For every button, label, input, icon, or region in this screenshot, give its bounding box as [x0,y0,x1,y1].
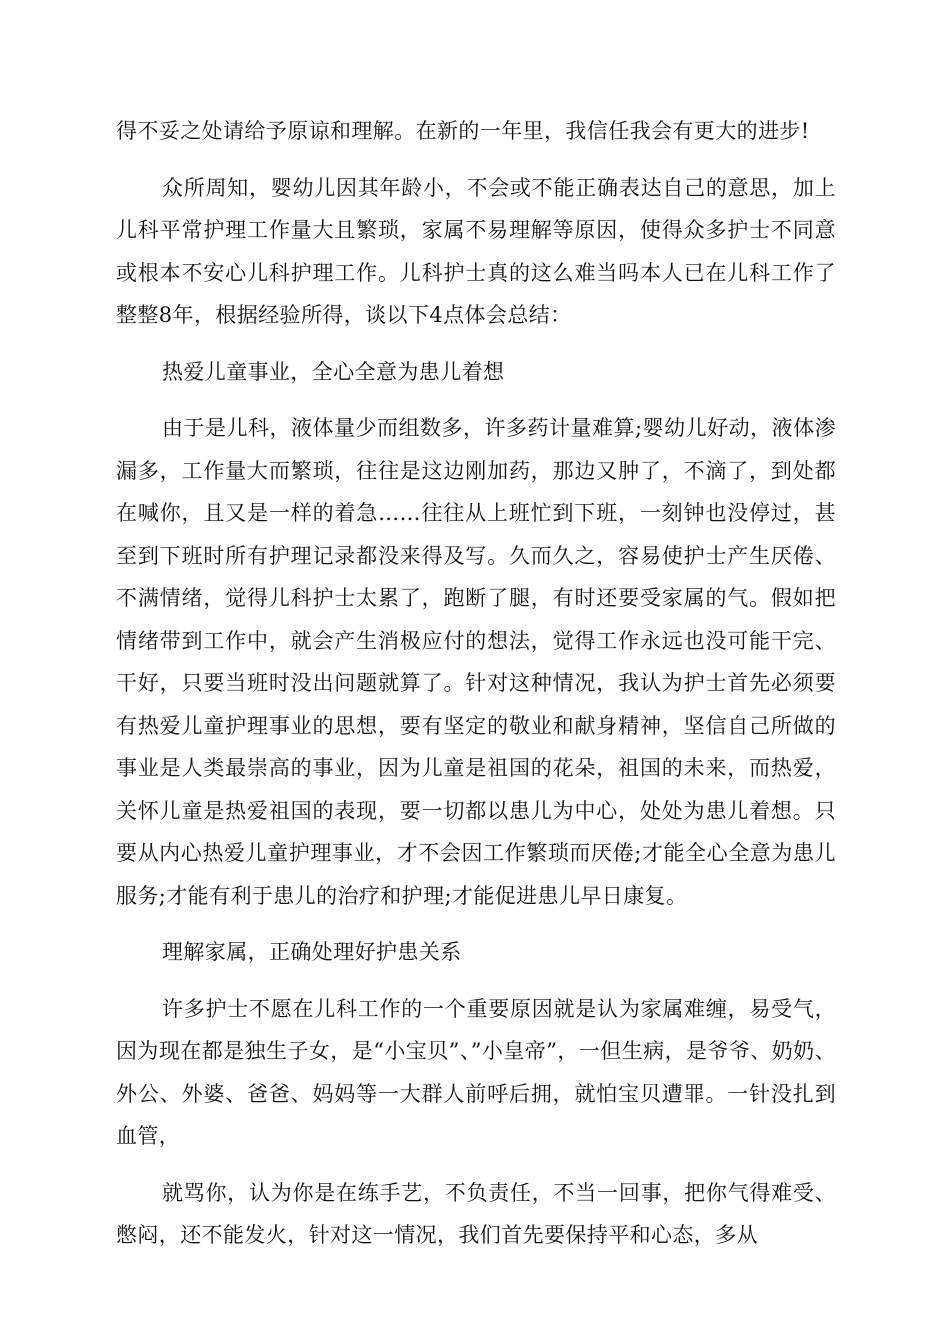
paragraph-intro: 众所周知，婴幼儿因其年龄小，不会或不能正确表达自己的意思，加上儿科平常护理工作量大且繁琐，家属不易理解等原因，使得众多护士不同意或根本不安心儿科护理工作。儿科护士真的这么难当吗本人已在儿科工作了整整8年，根据经验所得，谈以下4点体会总结： [116,175,836,327]
section-heading-understand-family: 理解家属，正确处理好护患关系 [162,940,462,964]
paragraph-scolding: 就骂你，认为你是在练手艺，不负责任，不当一回事，把你气得难受、憋闷，还不能发火，针对这一情况，我们首先要保持平和心态，多从 [116,1180,836,1247]
section-heading-love-children: 热爱儿童事业，全心全意为患儿着想 [162,359,505,384]
document-body [116,110,836,1257]
paragraph-continuation: 得不妥之处请给予原谅和理解。在新的一年里，我信任我会有更大的进步! [116,119,810,143]
paragraph-love-children: 由于是儿科，液体量少而组数多，许多药计量难算;婴幼儿好动，液体渗漏多，工作量大而繁琐，往往是这边刚加药，那边又肿了，不滴了，到处都在喊你，且又是一样的着急……往往从上班忙到下班，一刻钟也没停过，甚至到下班时所有护理记录都没来得及写。久而久之，容易使护士产生厌倦、不满情绪，觉得儿科护士太累了，跑断了腿，有时还要受家属的气。假如把情绪带到工作中，就会产生消极应付的想法，觉得工作永远也没可能干完、干好，只要当班时没出问题就算了。针对这种情况，我认为护士首先必须要有热爱儿童护理事业的思想，要有坚定的敬业和献身精神，坚信自己所做的事业是人类最崇高的事业，因为儿童是祖国的花朵，祖国的未来，而热爱，关怀儿童是热爱祖国的表现，要一切都以患儿为中心，处处为患儿着想。只要从内心热爱儿童护理事业，才不会因工作繁琐而厌倦;才能全心全意为患儿服务;才能有利于患儿的治疗和护理;才能促进患儿早日康复。 [116,416,836,908]
paragraph-understand-family: 许多护士不愿在儿科工作的一个重要原因就是认为家属难缠，易受气，因为现在都是独生子女，是“小宝贝”、”小皇帝”，一但生病，是爷爷、奶奶、外公、外婆、爸爸、妈妈等一大群人前呼后拥，就怕宝贝遭罪。一针没扎到血管， [116,996,836,1148]
